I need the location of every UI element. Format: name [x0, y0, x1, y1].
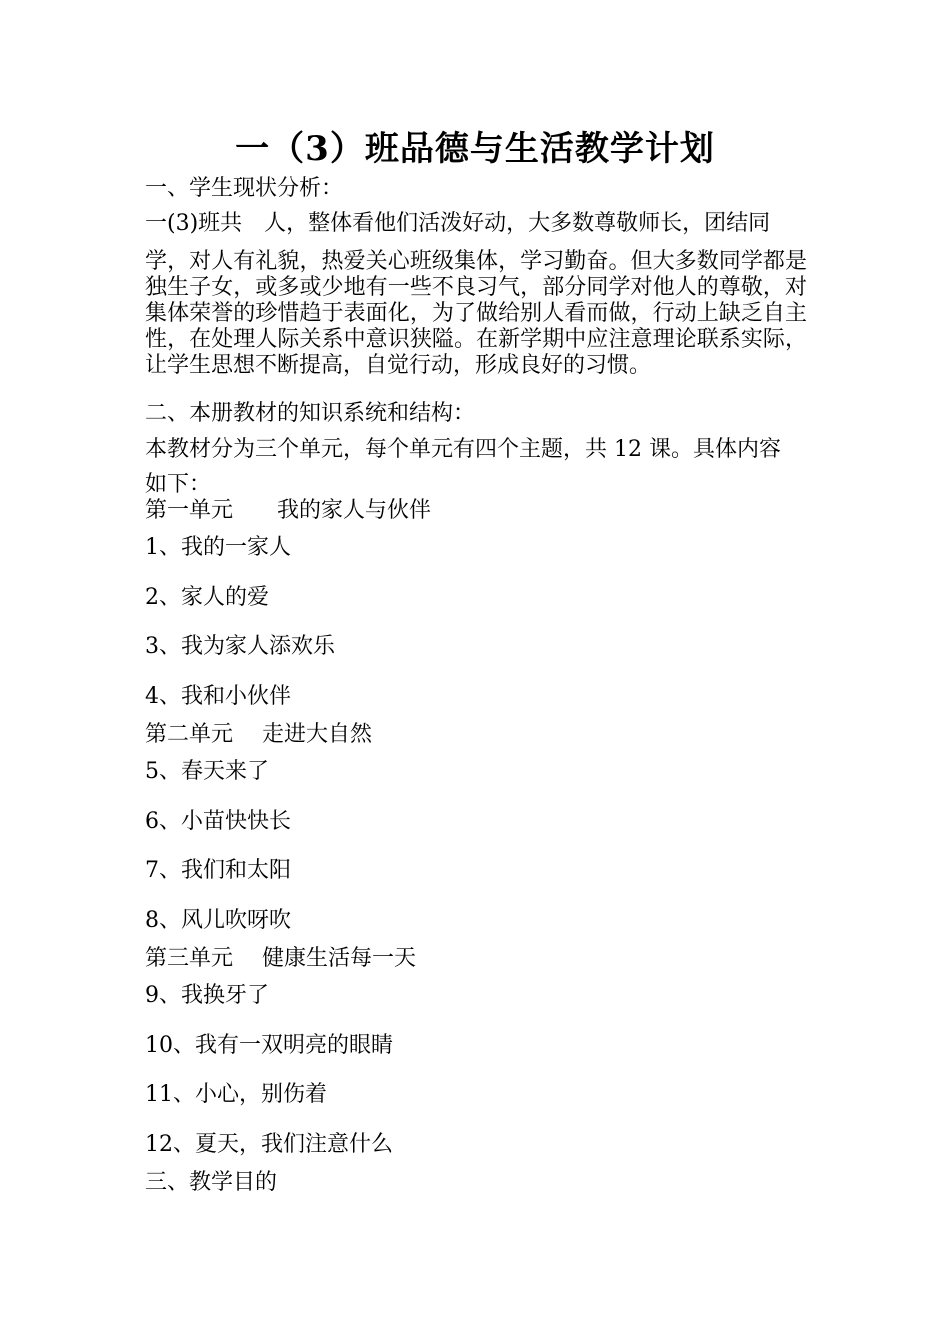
textbook-intro-line-1: 本教材分为三个单元，每个单元有四个主题，共 12 课。具体内容	[145, 437, 781, 462]
lesson-item: 8、风儿吹呀吹	[145, 908, 291, 933]
lesson-item: 1、我的一家人	[145, 535, 291, 560]
unit-3-heading: 第三单元 健康生活每一天	[145, 946, 416, 971]
section-heading-student-analysis: 一、学生现状分析：	[145, 176, 344, 201]
lesson-item: 2、家人的爱	[145, 585, 269, 610]
lesson-item: 6、小苗快快长	[145, 809, 291, 834]
student-analysis-paragraph: 学，对人有礼貌，热爱关心班级集体，学习勤奋。但大多数同学都是独生子女，或多或少地有一些不良习气，部分同学对他人的尊敬，对集体荣誉的珍惜趋于表面化，为了做给别人看而做，行动上缺乏自主性，在处理人际关系中意识狭隘。在新学期中应注意理论联系实际，让学生思想不断提高，自觉行动，形成良好的习惯。	[145, 249, 807, 378]
lesson-item: 7、我们和太阳	[145, 858, 291, 883]
lesson-item: 3、我为家人添欢乐	[145, 634, 335, 659]
document-title: 一（3）班品德与生活教学计划	[235, 129, 715, 169]
section-heading-teaching-goals: 三、教学目的	[145, 1170, 278, 1195]
lesson-item: 5、春天来了	[145, 759, 269, 784]
lesson-item: 4、我和小伙伴	[145, 684, 291, 709]
lesson-item: 9、我换牙了	[145, 983, 269, 1008]
unit-2-heading: 第二单元 走进大自然	[145, 722, 372, 747]
student-analysis-first-line: 一(3)班共 人，整体看他们活泼好动，大多数尊敬师长，团结同	[145, 211, 771, 236]
lesson-item: 11、小心，别伤着	[145, 1082, 327, 1107]
unit-1-heading: 第一单元 我的家人与伙伴	[145, 498, 432, 523]
lesson-item: 10、我有一双明亮的眼睛	[145, 1033, 393, 1058]
textbook-intro-line-2: 如下：	[145, 472, 212, 497]
section-heading-textbook-structure: 二、本册教材的知识系统和结构：	[145, 401, 476, 426]
lesson-item: 12、夏天，我们注意什么	[145, 1132, 393, 1157]
